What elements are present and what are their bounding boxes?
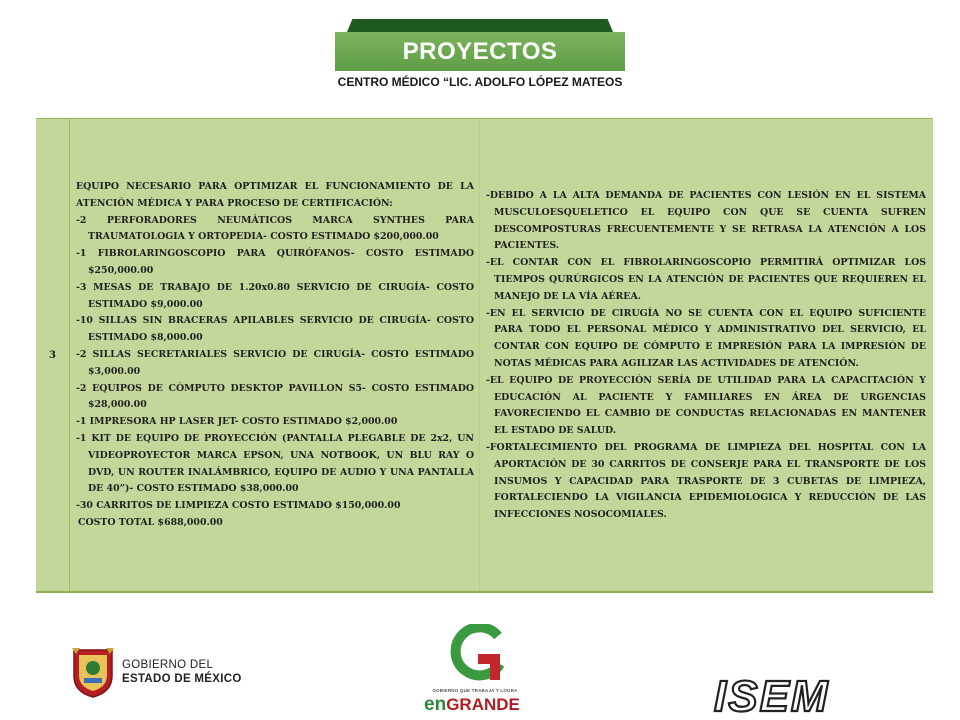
requirement-item: -2 SILLAS SECRETARIALES SERVICIO DE CIRUGÍA- COSTO ESTIMADO $3,000.00 xyxy=(76,348,474,377)
justification-item: -DEBIDO A LA ALTA DEMANDA DE PACIENTES CON LESIÓN EN EL SISTEMA MUSCULOESQUELETICO EL EQUIPO CON QUE SE CUENTA SUFREN DESCOMPOSTURAS FRECUENTEMENTE Y SE RETRASA LA ATENCIÓN A LOS PACIENTES. xyxy=(486,190,926,252)
edomex-logo xyxy=(70,644,260,702)
engrande-tagline: GOBIERNO QUE TRABAJA Y LOGRA xyxy=(432,688,518,693)
engrande-grande: GRANDE xyxy=(446,695,520,714)
justification-item: -EL EQUIPO DE PROYECCIÓN SERÍA DE UTILIDAD PARA LA CAPACITACIÓN Y EDUCACIÓN AL PACIENTE Y FAMILIARES EN ÁREA DE URGENCIAS FAVORECIENDO EL CAMBIO DE CONDUCTAS RELACIONADAS EN MANTENER EL ESTADO DE SALUD. xyxy=(486,374,926,437)
justification-item: -EN EL SERVICIO DE CIRUGÍA NO SE CUENTA CON EL EQUIPO SUFICIENTE PARA TODO EL PERSONAL MÉDICO Y ADMINISTRATIVO DEL SERVICIO, EL CONTAR CON EQUIPO DE CÓMPUTO E IMPRESIÓN PARA LA IMPRESIÓN DE NOTAS MÉDICAS PARA AGILIZAR LAS ACTIVIDADES DE ATENCIÓN. xyxy=(486,307,926,369)
row-number-cell xyxy=(36,119,70,591)
edomex-seal-icon xyxy=(70,646,116,698)
justifications-cell xyxy=(480,119,933,591)
requirement-item: -3 MESAS DE TRABAJO DE 1.20x0.80 SERVICIO DE CIRUGÍA- COSTO ESTIMADO $9,000.00 xyxy=(76,281,474,310)
requirements-cell xyxy=(70,119,480,591)
banner-face xyxy=(335,32,625,71)
banner-cap xyxy=(335,19,625,33)
page-subtitle: CENTRO MÉDICO “LIC. ADOLFO LÓPEZ MATEOS xyxy=(337,75,623,89)
project-table xyxy=(36,118,933,593)
requirement-item: -10 SILLAS SIN BRACERAS APILABLES SERVICIO DE CIRUGÍA- COSTO ESTIMADO $8,000.00 xyxy=(76,315,474,344)
requirement-item: -1 IMPRESORA HP LASER JET- COSTO ESTIMADO $2,000.00 xyxy=(76,416,398,428)
requirements-intro: EQUIPO NECESARIO PARA OPTIMIZAR EL FUNCIONAMIENTO DE LA ATENCIÓN MÉDICA Y PARA PROCESO DE CERTIFICACIÓN: xyxy=(76,181,474,209)
g-logo-icon xyxy=(448,624,504,686)
engrande-logo xyxy=(420,624,530,716)
total-cost: COSTO TOTAL $688,000.00 xyxy=(78,516,223,528)
edomex-line1: GOBIERNO DEL xyxy=(122,659,214,671)
edomex-line2: ESTADO DE MÉXICO xyxy=(122,673,242,685)
requirements-list xyxy=(76,179,474,532)
page-title: PROYECTOS xyxy=(402,37,558,65)
justifications-list xyxy=(486,188,926,524)
engrande-wordmark xyxy=(424,694,520,716)
requirement-item: -1 KIT DE EQUIPO DE PROYECCIÓN (PANTALLA PLEGABLE DE 2x2, UN VIDEOPROYECTOR MARCA EPSON, UNA NOTBOOK, UN BLU RAY O DVD, UN ROUTER INALÁMBRICO, EQUIPO DE AUDIO Y UNA PANTALLA DE 40”)- COSTO ESTIMADO $38,000.00 xyxy=(76,432,474,495)
justification-item: -EL CONTAR CON EL FIBROLARINGOSCOPIO PERMITIRÁ OPTIMIZAR LOS TIEMPOS QURÚRGICOS EN LA ATENCIÓN DE PACIENTES QUE REQUIEREN EL MANEJO DE LA VÍA AÉREA. xyxy=(486,257,926,302)
row-number: 3 xyxy=(49,349,56,361)
justification-item: -FORTALECIMIENTO DEL PROGRAMA DE LIMPIEZA DEL HOSPITAL CON LA APORTACIÓN DE 30 CARRITOS DE CONSERJE PARA EL TRANSPORTE DE LOS INSUMOS Y CAPACIDAD PARA TRASPORTE DE 3 CUBETAS DE LIMPIEZA, FORTALECIENDO LA VIGILANCIA EPIDEMIOLOGICA Y REDUCCIÓN DE LAS INFECCIONES NOSOCOMIALES. xyxy=(486,441,926,521)
engrande-en: en xyxy=(424,694,447,715)
title-banner xyxy=(335,19,625,71)
requirement-item: -2 PERFORADORES NEUMÁTICOS MARCA SYNTHES PARA TRAUMATOLOGIA Y ORTOPEDIA- COSTO ESTIMADO $200,000.00 xyxy=(76,214,474,243)
requirement-item: -30 CARRITOS DE LIMPIEZA COSTO ESTIMADO $150,000.00 xyxy=(76,500,401,512)
isem-wordmark: ISEM xyxy=(714,673,830,717)
isem-logo xyxy=(708,673,884,717)
requirement-item: -1 FIBROLARINGOSCOPIO PARA QUIRÓFANOS- COSTO ESTIMADO $250,000.00 xyxy=(76,248,474,276)
edomex-wordmark xyxy=(122,658,242,686)
requirement-item: -2 EQUIPOS DE CÓMPUTO DESKTOP PAVILLON S5- COSTO ESTIMADO $28,000.00 xyxy=(76,382,474,411)
